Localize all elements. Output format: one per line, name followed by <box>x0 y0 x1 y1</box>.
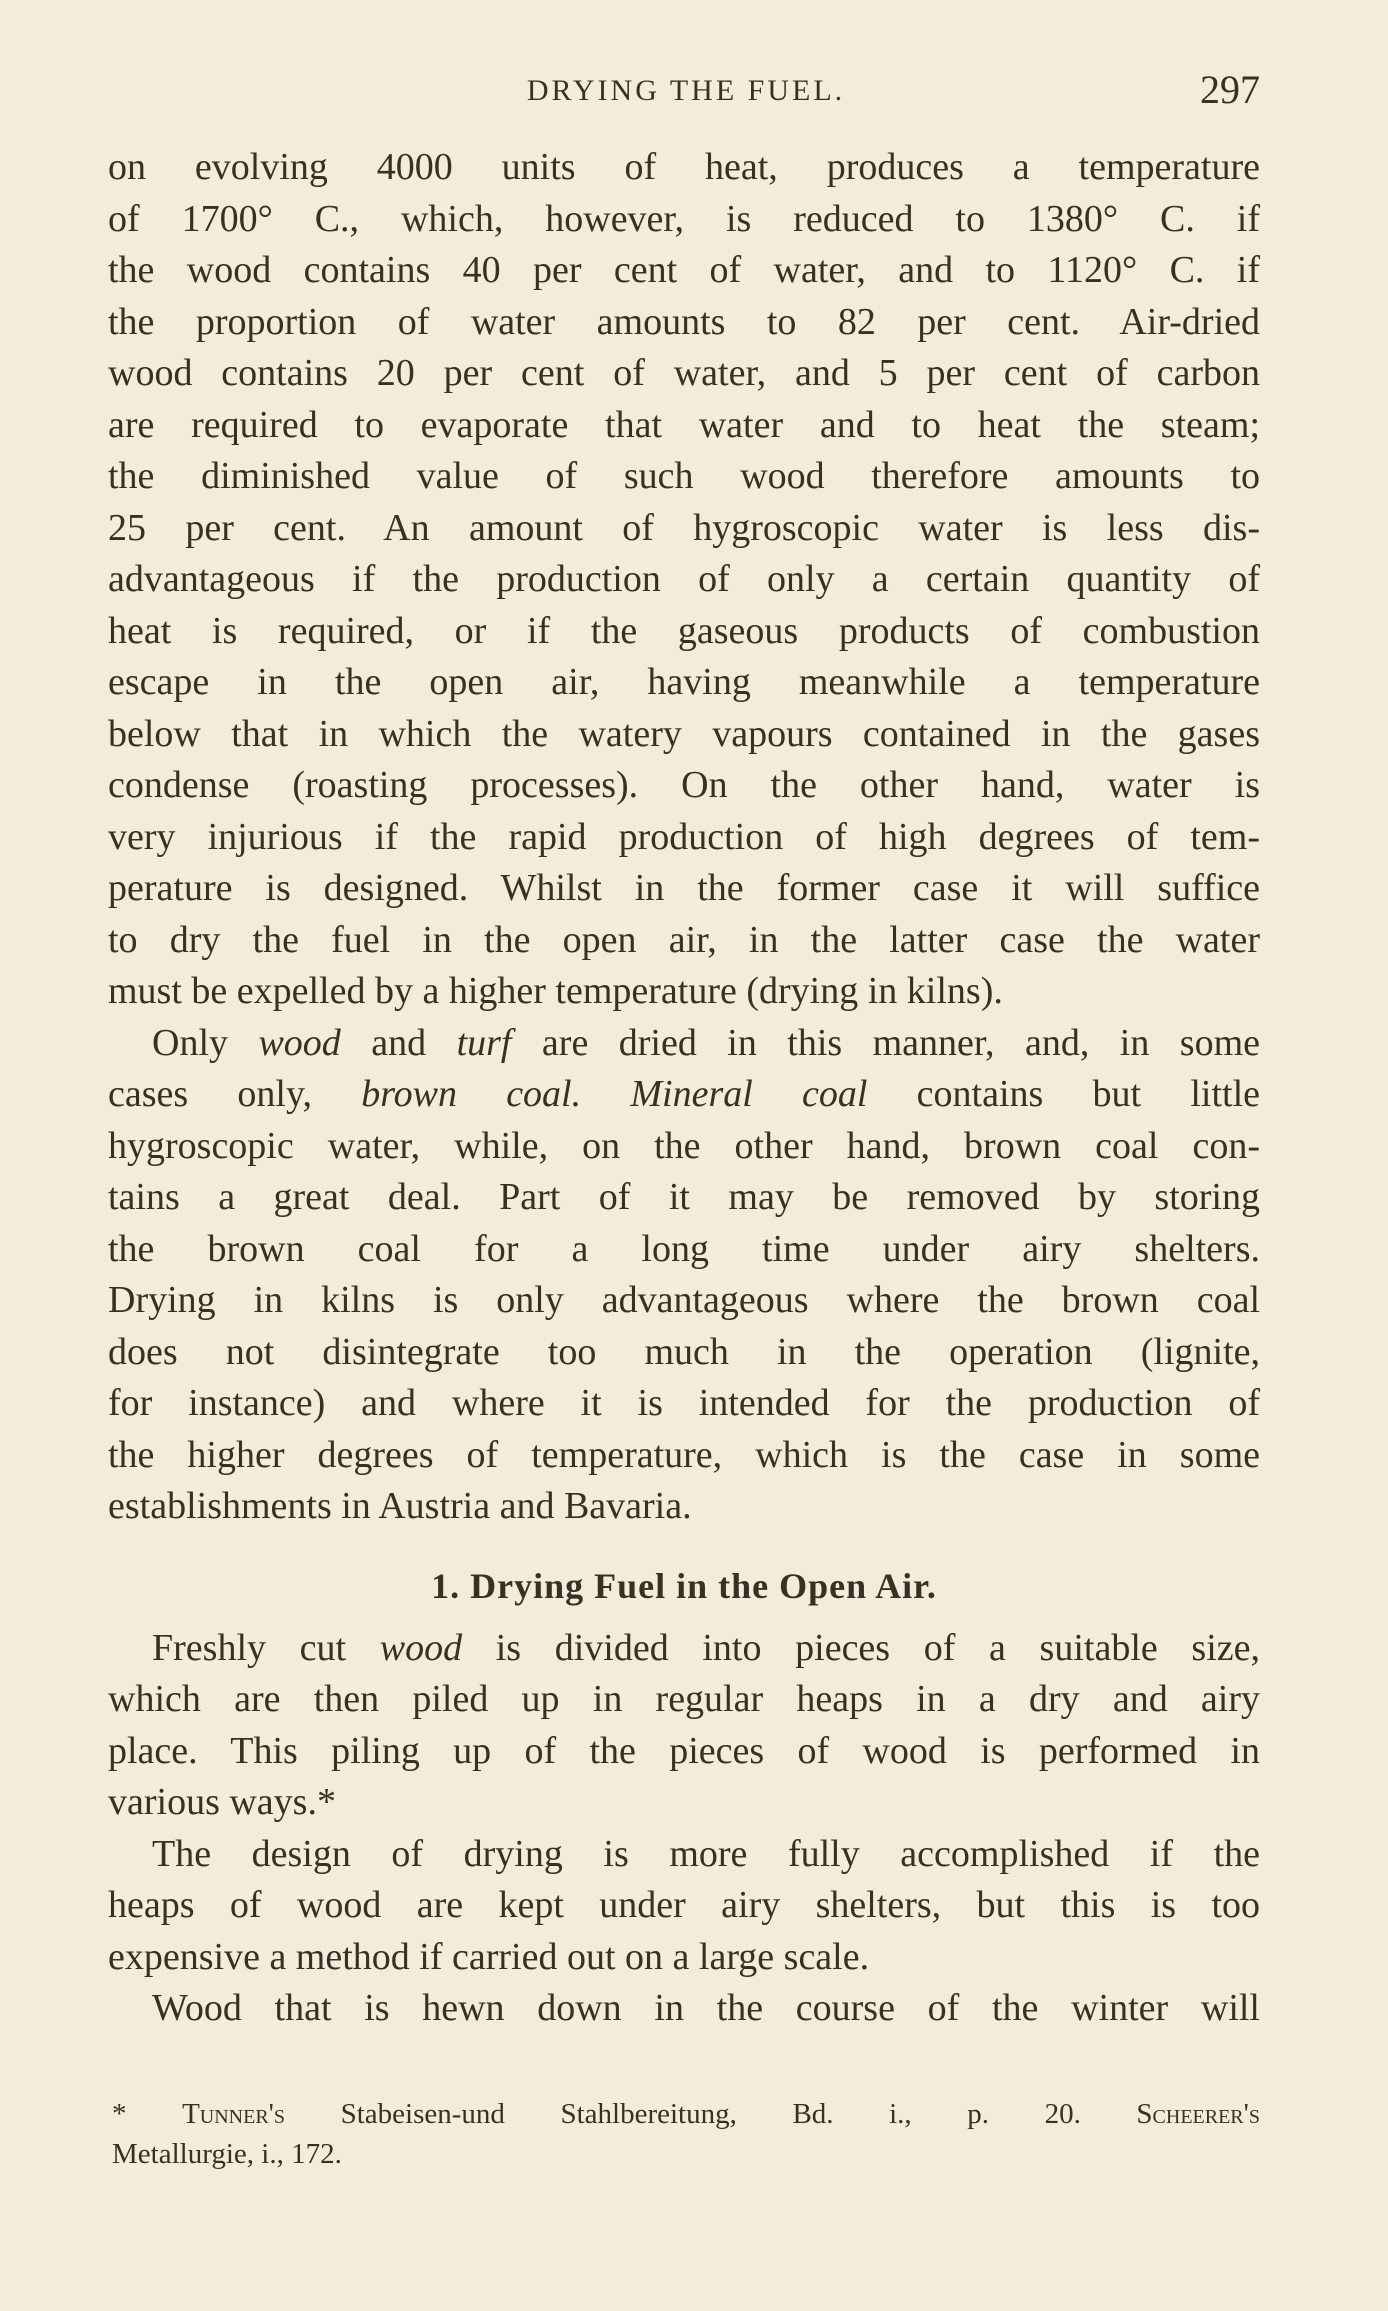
text-run: Freshly cut <box>152 1626 380 1669</box>
text-line: which are then piled up in regular heaps in a dry and airy <box>108 1678 1260 1720</box>
text-line: Wood that is hewn down in the course of the winter will <box>152 1987 1260 2029</box>
text-line: perature is designed. Whilst in the former case it will suffice <box>108 867 1260 909</box>
text-line: place. This piling up of the pieces of wood is performed in <box>108 1729 1260 1772</box>
emphasis-wood: wood <box>379 1626 463 1669</box>
text-line: the higher degrees of temperature, which is the case in some <box>108 1433 1260 1476</box>
text-line: on evolving 4000 units of heat, produces a temperature <box>108 146 1260 188</box>
text-line: expensive a method if carried out on a large scale. <box>108 1935 870 1978</box>
text-line: tains a great deal. Part of it may be removed by storing <box>108 1176 1260 1218</box>
section-heading: 1. Drying Fuel in the Open Air. <box>431 1565 937 1606</box>
text-line: advantageous if the production of only a certain quantity of <box>108 558 1260 600</box>
text-line <box>108 1623 1260 1675</box>
running-title: DRYING THE FUEL. <box>526 74 846 107</box>
text-line: establishments in Austria and Bavaria. <box>108 1485 692 1527</box>
text-line: very injurious if the rapid production of high degrees of tem- <box>108 815 1260 858</box>
text-line: Drying in kilns is only advantageous where the brown coal <box>108 1279 1260 1321</box>
text-line: heat is required, or if the gaseous products of combustion <box>108 609 1260 652</box>
text-line: below that in which the watery vapours contained in the gases <box>108 712 1260 755</box>
text-line: escape in the open air, having meanwhile a temperature <box>108 661 1260 703</box>
footnote-marker: * <box>112 2098 183 2130</box>
text-line: the diminished value of such wood therefore amounts to <box>108 455 1260 497</box>
text-line: condense (roasting processes). On the other hand, water is <box>108 764 1260 806</box>
text-line: the wood contains 40 per cent of water, and to 1120° C. if <box>108 249 1260 291</box>
text-line <box>108 1069 1260 1121</box>
emphasis-brown-coal: brown coal. <box>361 1073 582 1115</box>
footnote-line <box>112 2094 1260 2134</box>
text-line: of 1700° C., which, however, is reduced to 1380° C. if <box>108 197 1260 240</box>
text-run <box>581 1073 630 1115</box>
text-line: wood contains 20 per cent of water, and 5 per cent of carbon <box>108 352 1260 394</box>
text-line: does not disintegrate too much in the operation (lignite, <box>108 1330 1260 1373</box>
page-number: 297 <box>1200 67 1260 112</box>
footnote-line: Metallurgie, i., 172. <box>112 2138 342 2170</box>
footnote-author: Scheerer's <box>1136 2098 1260 2130</box>
text-run: is divided into pieces of a suitable size, <box>462 1626 1260 1669</box>
text-line: are required to evaporate that water and to heat the steam; <box>108 403 1260 446</box>
text-run: Only <box>152 1021 259 1064</box>
body-text <box>108 142 1260 2035</box>
footnote-text: Stabeisen-und Stahlbereitung, Bd. i., p. 20. <box>285 2098 1137 2130</box>
text-line: The design of drying is more fully accomplished if the <box>152 1832 1260 1875</box>
text-line: must be expelled by a higher temperature (drying in kilns). <box>108 970 1003 1012</box>
text-line: various ways.* <box>108 1781 336 1823</box>
text-run: cases only, <box>108 1073 362 1115</box>
text-line: 25 per cent. An amount of hygroscopic water is less dis- <box>108 506 1260 549</box>
text-line: hygroscopic water, while, on the other hand, brown coal con- <box>108 1124 1260 1167</box>
text-run: contains but little <box>867 1073 1260 1115</box>
running-head <box>112 66 1260 116</box>
text-line: the brown coal for a long time under airy shelters. <box>108 1227 1260 1270</box>
emphasis-turf: turf <box>456 1021 512 1064</box>
emphasis-wood: wood <box>258 1021 341 1064</box>
text-line <box>108 1018 1260 1070</box>
text-line: for instance) and where it is intended for the production of <box>108 1382 1260 1424</box>
emphasis-mineral-coal: Mineral coal <box>630 1073 868 1115</box>
text-line: to dry the fuel in the open air, in the latter case the water <box>108 918 1260 961</box>
text-run: and <box>340 1021 457 1064</box>
text-run: are dried in this manner, and, in some <box>511 1021 1261 1064</box>
footnote <box>112 2094 1260 2174</box>
text-line: heaps of wood are kept under airy shelters, but this is too <box>108 1884 1260 1926</box>
footnote-author: Tunner's <box>182 2098 286 2130</box>
text-line: the proportion of water amounts to 82 per cent. Air-dried <box>108 300 1260 343</box>
